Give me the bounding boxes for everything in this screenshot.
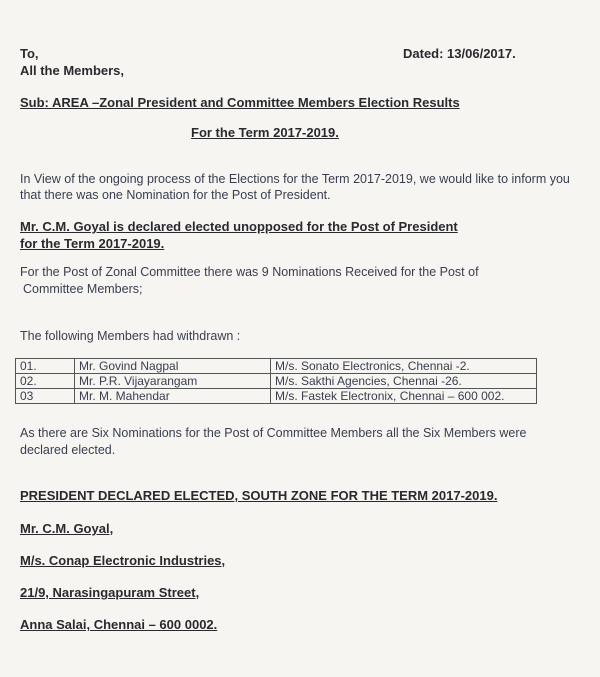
row-number: 01. [16, 359, 75, 374]
member-name: Mr. P.R. Vijayarangam [75, 374, 271, 389]
member-firm: M/s. Fastek Electronix, Chennai – 600 002. [271, 389, 537, 404]
president-statement-line1: Mr. C.M. Goyal is declared elected unopposed for the Post of President [20, 219, 458, 234]
subject-term: For the Term 2017-2019. [191, 125, 339, 140]
president-company: M/s. Conap Electronic Industries, [20, 553, 226, 568]
to-label: To, [20, 46, 39, 61]
row-number: 03 [16, 389, 75, 404]
table-row [16, 374, 537, 389]
date-label: Dated: 13/06/2017. [403, 46, 516, 61]
elected-paragraph-line1: As there are Six Nominations for the Post of Committee Members all the Six Members were [20, 426, 527, 440]
row-number: 02. [16, 374, 75, 389]
president-statement-line2: for the Term 2017-2019. [20, 236, 165, 251]
president-declared-heading: PRESIDENT DECLARED ELECTED, SOUTH ZONE FOR THE TERM 2017-2019. [20, 488, 498, 503]
president-street: 21/9, Narasingapuram Street, [20, 585, 200, 600]
member-name: Mr. M. Mahendar [75, 389, 271, 404]
intro-paragraph: In View of the ongoing process of the Elections for the Term 2017-2019, we would like to inform you that there was one Nomination for the Post of President. [20, 172, 570, 202]
committee-paragraph-line2: Committee Members; [23, 282, 143, 296]
withdrawn-table [15, 358, 537, 404]
subject-line: Sub: AREA –Zonal President and Committee Members Election Results [20, 95, 460, 110]
member-firm: M/s. Sonato Electronics, Chennai -2. [271, 359, 537, 374]
table-row [16, 389, 537, 404]
member-name: Mr. Govind Nagpal [75, 359, 271, 374]
president-name: Mr. C.M. Goyal, [20, 521, 114, 536]
committee-paragraph-line1: For the Post of Zonal Committee there was 9 Nominations Received for the Post of [20, 265, 479, 279]
withdrawn-intro: The following Members had withdrawn : [20, 329, 241, 343]
member-firm: M/s. Sakthi Agencies, Chennai -26. [271, 374, 537, 389]
president-city: Anna Salai, Chennai – 600 0002. [20, 617, 218, 632]
elected-paragraph-line2: declared elected. [20, 443, 116, 457]
table-row [16, 359, 537, 374]
recipients-label: All the Members, [20, 63, 125, 78]
